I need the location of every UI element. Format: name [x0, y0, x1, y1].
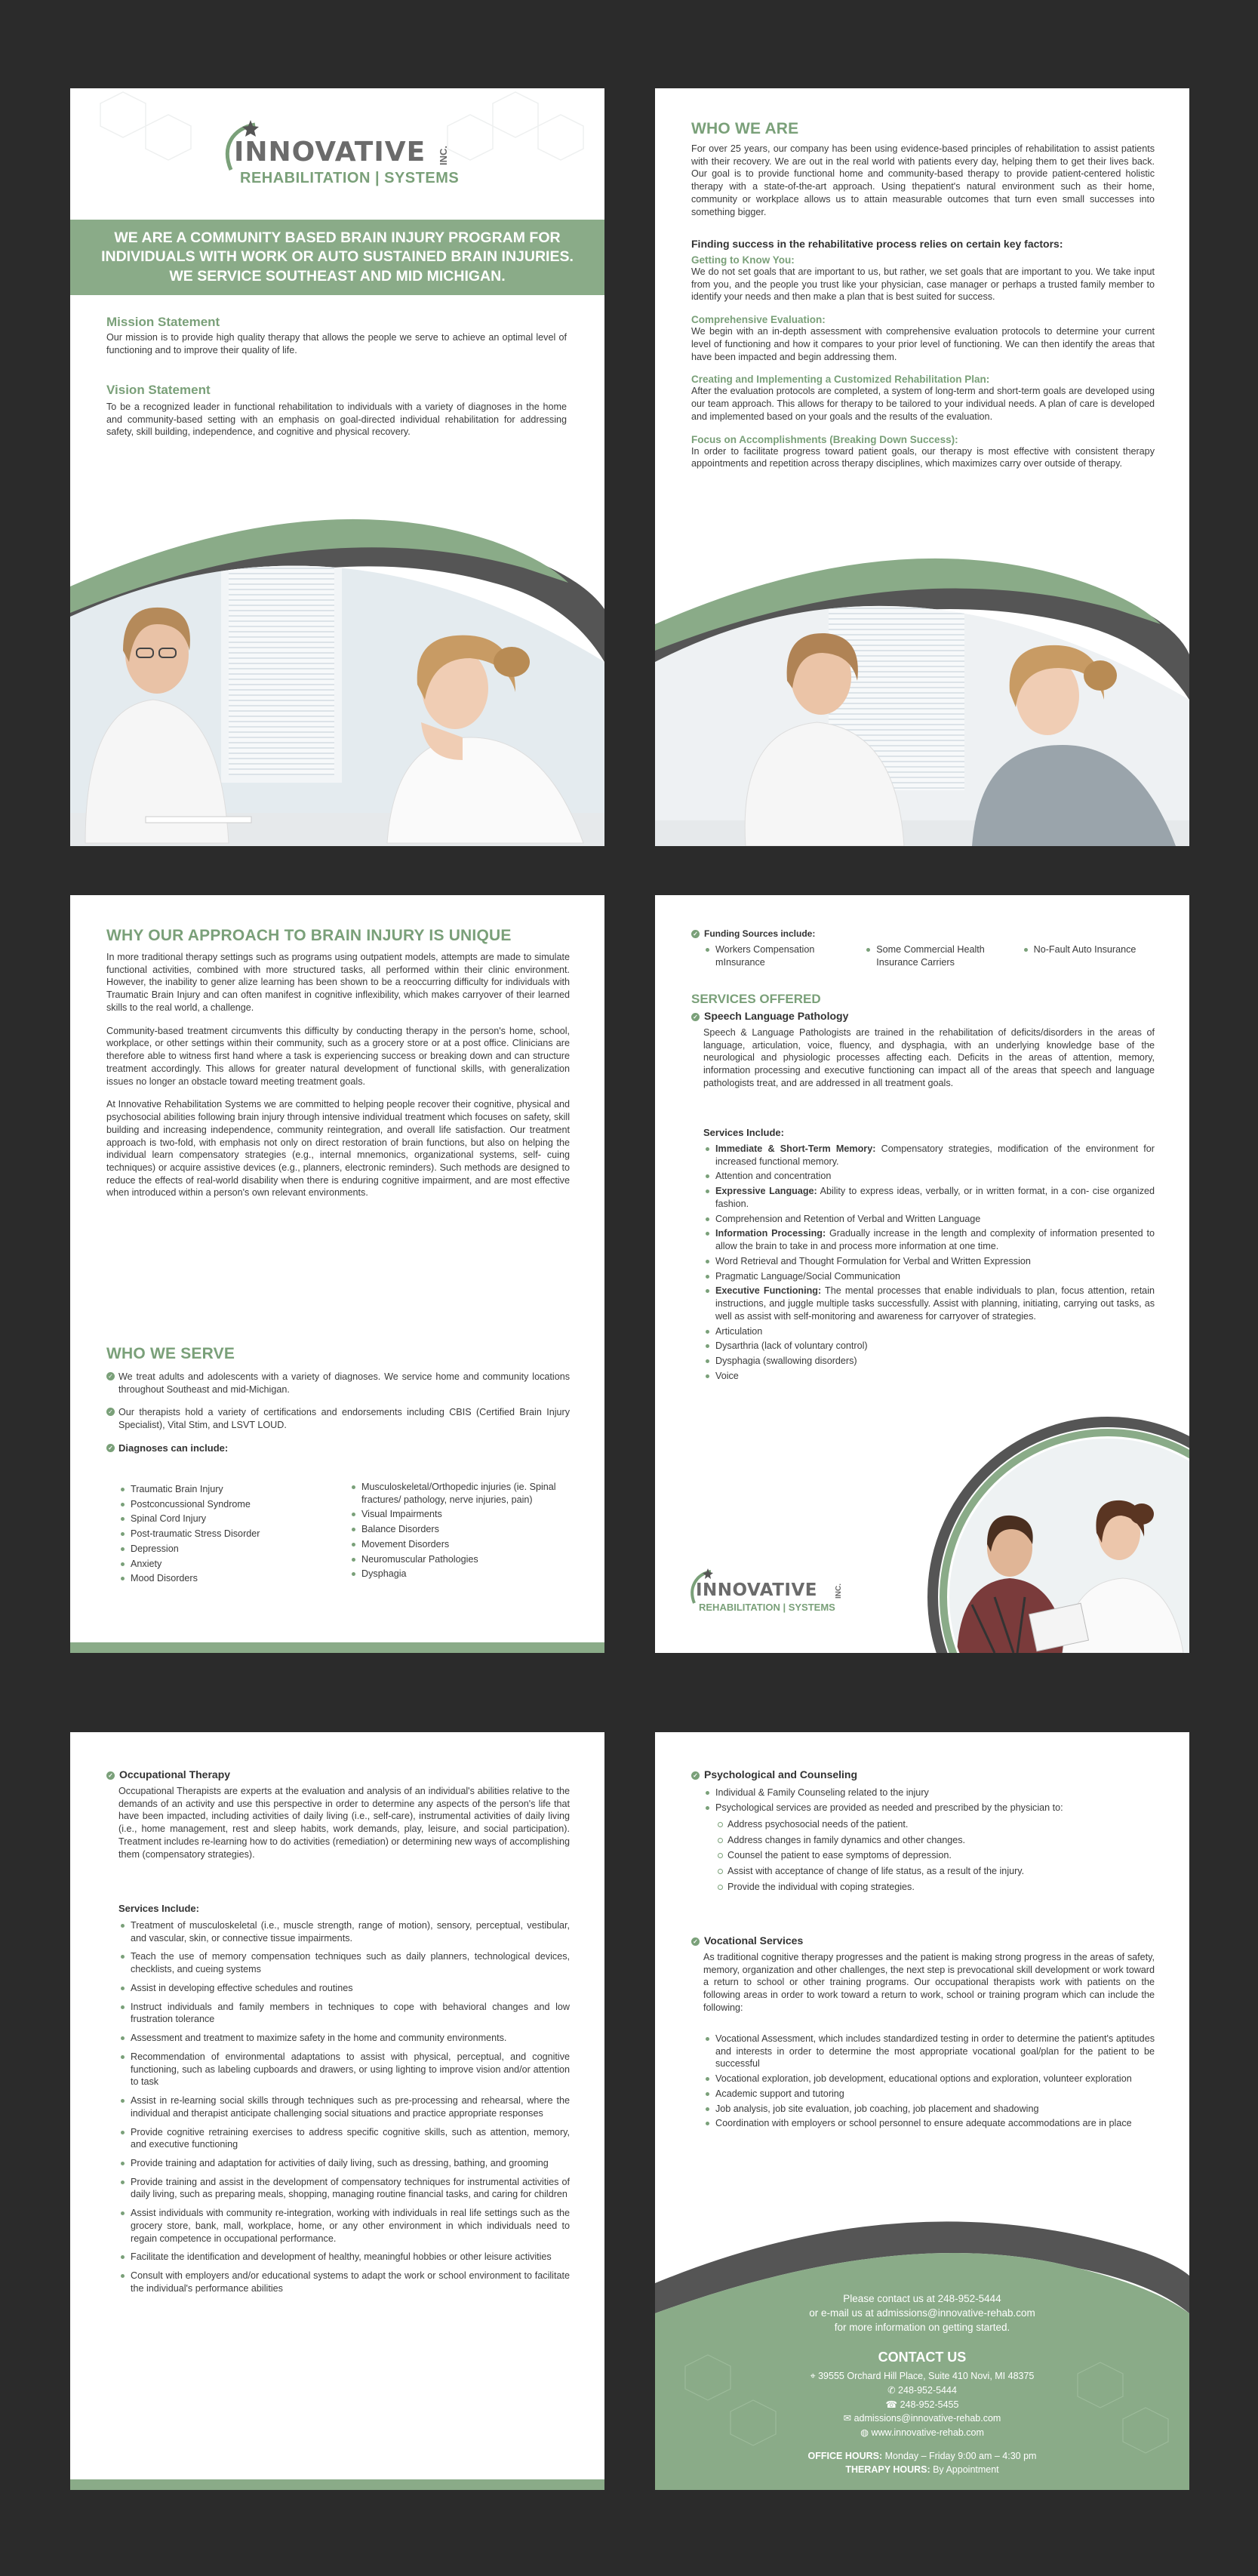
list-item: Voice [703, 1370, 1155, 1383]
list-item: Dysphagia (swallowing disorders) [703, 1355, 1155, 1368]
list-item: Dysarthria (lack of voluntary control) [703, 1340, 1155, 1353]
email-link[interactable]: admissions@innovative-rehab.com [854, 2413, 1001, 2424]
therapy-hours-label: THERAPY HOURS: [845, 2464, 930, 2476]
funding-list [703, 943, 1171, 971]
factor-text: We do not set goals that are important to us, but rather, we set goals that are important to you. We take input from you, and the people you trust like your physician, case manager or perhaps a trusted family member to identify your needs and then make a plan that is best suited for success. [691, 266, 1155, 303]
check-icon: ✓ [691, 1771, 700, 1780]
list-item: Pragmatic Language/Social Communication [703, 1270, 1155, 1283]
list-item: Instruct individuals and family members in techniques to cope with behavioral changes and low frustration tolerance [118, 2001, 570, 2026]
list-item: Some Commercial Health Insurance Carriers [864, 943, 1021, 968]
photo-doctor-patient [881, 1408, 1189, 1653]
page-3 [70, 895, 604, 1653]
vision-text: To be a recognized leader in functional rehabilitation to individuals with a variety of diagnoses in the home and community-based setting with an emphasis on goal-directed individual rehabilitation for addressing safety, skill building, independence, and cognitive and physical recovery. [106, 402, 567, 438]
list-item: Psychological services are provided as needed and prescribed by the physician to: [703, 1802, 1155, 1814]
fax-icon: ☎ [885, 2399, 900, 2410]
who-title: WHO WE ARE [691, 120, 799, 137]
page-6 [655, 1732, 1189, 2490]
list-item: Visual Impairments [349, 1508, 568, 1521]
list-item: Traumatic Brain Injury [118, 1483, 345, 1496]
list-item: Job analysis, job site evaluation, job coaching, job placement and shadowing [703, 2103, 1155, 2116]
location-icon: ⌖ [810, 2371, 819, 2381]
list-item: Spinal Cord Injury [118, 1513, 345, 1525]
list-item: Provide training and adaptation for activities of daily living, such as dressing, bathing, and grooming [118, 2157, 570, 2170]
contact-line: Please contact us at 248-952-5444 [843, 2293, 1001, 2304]
diag-title-text: Diagnoses can include: [118, 1442, 229, 1454]
serve-points [106, 1371, 570, 1454]
factors-title: Finding success in the rehabilitative process relies on certain key factors: [691, 238, 1063, 250]
factor-title: Creating and Implementing a Customized Rehabilitation Plan: [691, 374, 990, 386]
funding-title [691, 928, 815, 939]
list-item: Address changes in family dynamics and other changes. [715, 1834, 1153, 1847]
list-item: Assist in developing effective schedules and routines [118, 1982, 570, 1995]
check-icon: ✓ [106, 1408, 115, 1416]
office-hours-value: Monday – Friday 9:00 am – 4:30 pm [882, 2451, 1037, 2461]
diagnoses-right [349, 1481, 568, 1583]
ot-text: Occupational Therapists are experts at the evaluation and analysis of an individual's abilities relative to the demands of an activity and use this perspective in order to determine any aspects of the person's life that have been impacted, including activities of daily living (i.e., self-care), instrumental activities of daily living (i.e., home management, rest and sleep habits, work demands, play, leisure, and social participation). Treatment includes re-learning how to do activities (remediation) or determining new ways of accomplishing them (compensatory strategies). [118, 1786, 571, 1860]
list-item: Assist individuals with community re-integration, working with individuals in real life settings such as the grocery store, bank, mall, workplace, home, or any other environment in which individuals need to regain competence in occupational performance. [118, 2207, 570, 2245]
list-item: Attention and concentration [703, 1170, 1155, 1183]
ot-title [106, 1768, 230, 1780]
list-item: Facilitate the identification and development of healthy, meaningful hobbies or other leisure activities [118, 2251, 570, 2264]
list-item: Academic support and tutoring [703, 2088, 1155, 2101]
list-item: Comprehension and Retention of Verbal and Written Language [703, 1213, 1155, 1226]
unique-para-2: Community-based treatment circumvents this difficulty by conducting therapy in the person's home, school, workplace, or other settings within their community, such as a grocery store or at a post office. Clinicians are therefore able to witness first hand where a task is experiencing success or breaking down and can structure treatment accordingly. This allows for greater natural development of functional skills, with generalization issues no longer an obstacle toward meeting treatment goals. [106, 1025, 570, 1087]
check-icon: ✓ [691, 1937, 700, 1946]
logo-name: INNOVATIVE [696, 1580, 818, 1600]
psych-title-text: Psychological and Counseling [704, 1768, 858, 1780]
contact-title: CONTACT US [878, 2350, 967, 2365]
list-item: Executive Functioning: The mental processes that enable individuals to plan, focus attention, retain instructions, and juggle multiple tasks successfully. Assist with planning, initiating, carrying out tasks, as well as assist with self-monitoring and awareness for carryover of strategies. [703, 1285, 1155, 1322]
list-item: Anxiety [118, 1558, 345, 1571]
contact-line: or e-mail us at admissions@innovative-rehab.com [809, 2307, 1035, 2319]
unique-title: WHY OUR APPROACH TO BRAIN INJURY IS UNIQUE [106, 927, 512, 944]
list-item: Recommendation of environmental adaptations to assist with physical, perceptual, and cognitive functioning, such as labeling cupboards and drawers, or using lighting to improve vision and/or attention to task [118, 2051, 570, 2088]
fax-text[interactable]: 248-952-5455 [900, 2399, 959, 2410]
list-item: Balance Disorders [349, 1523, 568, 1536]
list-item: Musculoskeletal/Orthopedic injuries (ie. Spinal fractures/ pathology, nerve injuries, pain) [349, 1481, 568, 1506]
factor-title: Comprehensive Evaluation: [691, 314, 826, 326]
factor-title: Focus on Accomplishments (Breaking Down Success): [691, 433, 958, 445]
factor-2 [691, 314, 1155, 363]
list-item: Post-traumatic Stress Disorder [118, 1528, 345, 1540]
vision-title: Vision Statement [106, 383, 211, 397]
ot-services-list [118, 1919, 570, 2301]
web-link[interactable]: www.innovative-rehab.com [871, 2427, 984, 2438]
mission-banner [70, 220, 604, 295]
check-icon: ✓ [691, 930, 700, 938]
voc-list [703, 2033, 1155, 2132]
serve-title: WHO WE SERVE [106, 1345, 235, 1362]
mission-title: Mission Statement [106, 315, 220, 329]
factors-list [691, 254, 1155, 470]
banner-text: WE ARE A COMMUNITY BASED BRAIN INJURY PROGRAM FOR INDIVIDUALS WITH WORK OR AUTO SUSTAINED BRAIN INJURIES. WE SERVICE SOUTHEAST AND MID MICHIGAN. [101, 229, 574, 285]
who-intro: For over 25 years, our company has been using evidence-based principles of rehabilitation to assist patients with their recovery. We are out in the real world with patients every day, helping them to get their lives back. Our goal is to provide functional home and community-based therapy to provide patient-centered holistic therapy with a state-of-the-art approach. Using thepatient's natural environment such as their home, community or workplace allows us to attain measurable outcomes that turn even small successes into something bigger. [691, 143, 1155, 217]
page-footer-bar [70, 2479, 604, 2490]
slp-title-text: Speech Language Pathology [704, 1010, 849, 1022]
phone-text[interactable]: 248-952-5444 [898, 2384, 957, 2396]
funding-title-text: Funding Sources include: [704, 928, 816, 939]
list-item: Counsel the patient to ease symptoms of depression. [715, 1849, 1153, 1862]
list-item: Address psychosocial needs of the patient. [715, 1818, 1153, 1831]
mission-text: Our mission is to provide high quality therapy that allows the people we serve to achieve an optimal level of functioning and to improve their quality of life. [106, 332, 567, 355]
slp-services-list [703, 1143, 1155, 1384]
list-item: Provide the individual with coping strategies. [715, 1881, 1153, 1894]
address-row [655, 2369, 1189, 2384]
logo-inc: INC. [438, 146, 449, 165]
logo-tagline: REHABILITATION | SYSTEMS [240, 170, 460, 186]
serve-point-1 [106, 1371, 570, 1396]
therapy-hours-value: By Appointment [930, 2464, 999, 2476]
diagnoses-left [118, 1483, 345, 1587]
list-item: Postconcussional Syndrome [118, 1498, 345, 1511]
logo-name: INNOVATIVE [234, 137, 426, 168]
list-item: No-Fault Auto Insurance [1022, 943, 1171, 968]
diag-title [106, 1442, 570, 1454]
list-item: Dysphagia [349, 1568, 568, 1580]
phone-row [655, 2384, 1189, 2398]
voc-text: As traditional cognitive therapy progresses and the patient is making strong progress in the areas of safety, memory, organization and other challenges, the next step is prevocational skill development or work toward a return to school or other training programs. Our occupational therapists work with patients on the following areas in order to work toward a return to work, school or training program which can include the following: [703, 1952, 1155, 2013]
services-include: Services Include: [703, 1127, 784, 1138]
fax-row [655, 2398, 1189, 2412]
factor-4 [691, 434, 1155, 470]
services-include: Services Include: [118, 1903, 199, 1914]
logo [217, 117, 466, 185]
voc-title [691, 1934, 803, 1947]
office-hours-label: OFFICE HOURS: [807, 2451, 883, 2461]
factor-text: After the evaluation protocols are completed, a system of long-term and short-term goals are developed using our team approach. This allows for therapy to be tailored to your individual needs. A plan of care is developed and implemented based on your goals and the results of the evaluation. [691, 386, 1155, 422]
check-icon: ✓ [691, 1013, 700, 1021]
hours [655, 2449, 1189, 2476]
psych-sublist [715, 1818, 1153, 1897]
logo-inc: INC. [835, 1583, 843, 1599]
factor-title: Getting to Know You: [691, 254, 795, 266]
list-item: Neuromuscular Pathologies [349, 1553, 568, 1566]
list-item: Workers Compensation mInsurance [703, 943, 864, 968]
check-icon: ✓ [106, 1372, 115, 1380]
photo-therapist-patient [70, 511, 604, 846]
list-item: Assessment and treatment to maximize safety in the home and community environments. [118, 2032, 570, 2045]
page-footer-bar [70, 1642, 604, 1653]
web-row [655, 2426, 1189, 2440]
therapy-hours [655, 2463, 1189, 2476]
unique-para-1: In more traditional therapy settings such as programs using outpatient models, attempts are made to simulate functional activities, combined with more structured tasks, all performed within their clinic environment. However, the inability to gener alize learning has been shown to be a reoccurring difficulty for individuals with Traumatic Brain Injury and can often manifest in cognitive inflexibility, which makes carryover of their learned skills to the real world, a challenge. [106, 952, 570, 1013]
phone-icon: ✆ [887, 2384, 899, 2396]
logo-tagline: REHABILITATION | SYSTEMS [699, 1602, 835, 1613]
voc-title-text: Vocational Services [704, 1934, 804, 1947]
email-icon: ✉ [843, 2413, 854, 2424]
contact-details [655, 2369, 1189, 2440]
list-item: Articulation [703, 1325, 1155, 1338]
contact-lines [655, 2292, 1189, 2335]
slp-title [691, 1010, 848, 1022]
list-item: Assist in re-learning social skills through techniques such as pre-processing and rehearsal, where the individual and therapist anticipate challenging social situations and practice appropriate responses [118, 2094, 570, 2119]
factor-text: In order to facilitate progress toward patient goals, our therapy is most effective with consistent therapy appointments and repetition across therapy disciplines, which maximizes carry over outside of therapy. [691, 445, 1155, 469]
photo-therapist-patient-2 [655, 556, 1189, 846]
office-hours [655, 2449, 1189, 2463]
list-item: Individual & Family Counseling related to the injury [703, 1787, 1155, 1799]
factor-text: We begin with an in-depth assessment with comprehensive evaluation protocols to determine your current level of functioning and how it compares to your prior level of functioning. We can then identify the areas that have been impacted and begin addressing them. [691, 326, 1155, 362]
list-item: Word Retrieval and Thought Formulation for Verbal and Written Expression [703, 1255, 1155, 1268]
ot-title-text: Occupational Therapy [119, 1768, 231, 1780]
list-item: Coordination with employers or school personnel to ensure adequate accommodations are in place [703, 2117, 1155, 2130]
list-item: Consult with employers and/or educational systems to adapt the work or school environment to facilitate the individual's performance abilities [118, 2270, 570, 2294]
serve-point-text: Our therapists hold a variety of certifications and endorsements including CBIS (Certified Brain Injury Specialist), Vital Stim, and LSVT LOUD. [118, 1407, 570, 1431]
factor-1 [691, 254, 1155, 303]
email-row [655, 2411, 1189, 2426]
page-2 [655, 88, 1189, 846]
contact-line: for more information on getting started. [834, 2321, 1010, 2333]
list-item: Vocational Assessment, which includes standardized testing in order to determine the patient's aptitudes and interests in order to determine the most appropriate vocational goal/plan for the patient to be successful [703, 2033, 1155, 2070]
psych-title [691, 1768, 857, 1780]
list-item: Depression [118, 1543, 345, 1556]
psych-list [703, 1787, 1155, 1816]
list-item: Assist with acceptance of change of life status, as a result of the injury. [715, 1865, 1153, 1878]
slp-text: Speech & Language Pathologists are trained in the rehabilitation of deficits/disorders in the areas of language, articulation, voice, fluency, and dysphagia, with an underlying knowledge base of the neurological and physiologic processes affecting each. Deficits in the areas of attention, memory, information processing and executive functioning can impact all of the areas that speech and language pathologists treat, and are addressed in all treatment goals. [703, 1027, 1155, 1088]
page-5 [70, 1732, 604, 2490]
list-item: Treatment of musculoskeletal (i.e., muscle strength, range of motion), sensory, perceptual, vestibular, and vascular, skin, or connective tissue impairments. [118, 1919, 570, 1944]
logo-small [685, 1567, 881, 1620]
factor-3 [691, 374, 1155, 423]
services-title: SERVICES OFFERED [691, 992, 821, 1006]
serve-point-text: We treat adults and adolescents with a variety of diagnoses. We service home and community locations throughout Southeast and mid-Michigan. [118, 1371, 570, 1395]
globe-icon: ◍ [860, 2427, 872, 2438]
list-item: Immediate & Short-Term Memory: Compensatory strategies, modification of the environment for increased functional memory. [703, 1143, 1155, 1168]
list-item: Information Processing: Gradually increase in the length and complexity of information presented to allow the brain to take in and process more information at one time. [703, 1227, 1155, 1252]
address-text: 39555 Orchard Hill Place, Suite 410 Novi, MI 48375 [818, 2371, 1035, 2381]
unique-para-3: At Innovative Rehabilitation Systems we are committed to helping people recover their cognitive, physical and psychosocial abilities following brain injury through intensive individual treatment which focuses on safety, skill building and increasing independence, community reintegration, and overall life satisfaction. Our treatment approach is two-fold, with emphasis not only on direct restoration of brain functions, but also on helping the individual learn compensatory strategies (e.g., internal mnemonics, organizational systems, self- cuing techniques) or acquire assistive devices (e.g., planners, electronic reminders). Such methods are designed to reduce the effects of real-world disability when there is enduring cognitive impairment, and are most effective when introduced within a person's own relevant environments. [106, 1099, 570, 1199]
check-icon: ✓ [106, 1444, 115, 1452]
serve-point-2 [106, 1406, 570, 1431]
page-4 [655, 895, 1189, 1653]
contact-panel [655, 2200, 1189, 2490]
list-item: Vocational exploration, job development, educational options and exploration, volunteer exploration [703, 2073, 1155, 2085]
list-item: Movement Disorders [349, 1538, 568, 1551]
list-item: Expressive Language: Ability to express ideas, verbally, or in written format, in a con- cise organized fashion. [703, 1185, 1155, 1210]
check-icon: ✓ [106, 1771, 115, 1780]
unique-body [106, 951, 570, 1199]
list-item: Provide training and assist in the development of compensatory techniques for instrumental activities of daily living, such as preparing meals, shopping, managing routine financial tasks, and caring for children [118, 2176, 570, 2201]
list-item: Mood Disorders [118, 1572, 345, 1585]
page-1 [70, 88, 604, 846]
list-item: Provide cognitive retraining exercises to address specific cognitive skills, such as attention, memory, and executive functioning [118, 2126, 570, 2151]
list-item: Teach the use of memory compensation techniques such as daily planners, technological devices, checklists, and cueing systems [118, 1950, 570, 1975]
